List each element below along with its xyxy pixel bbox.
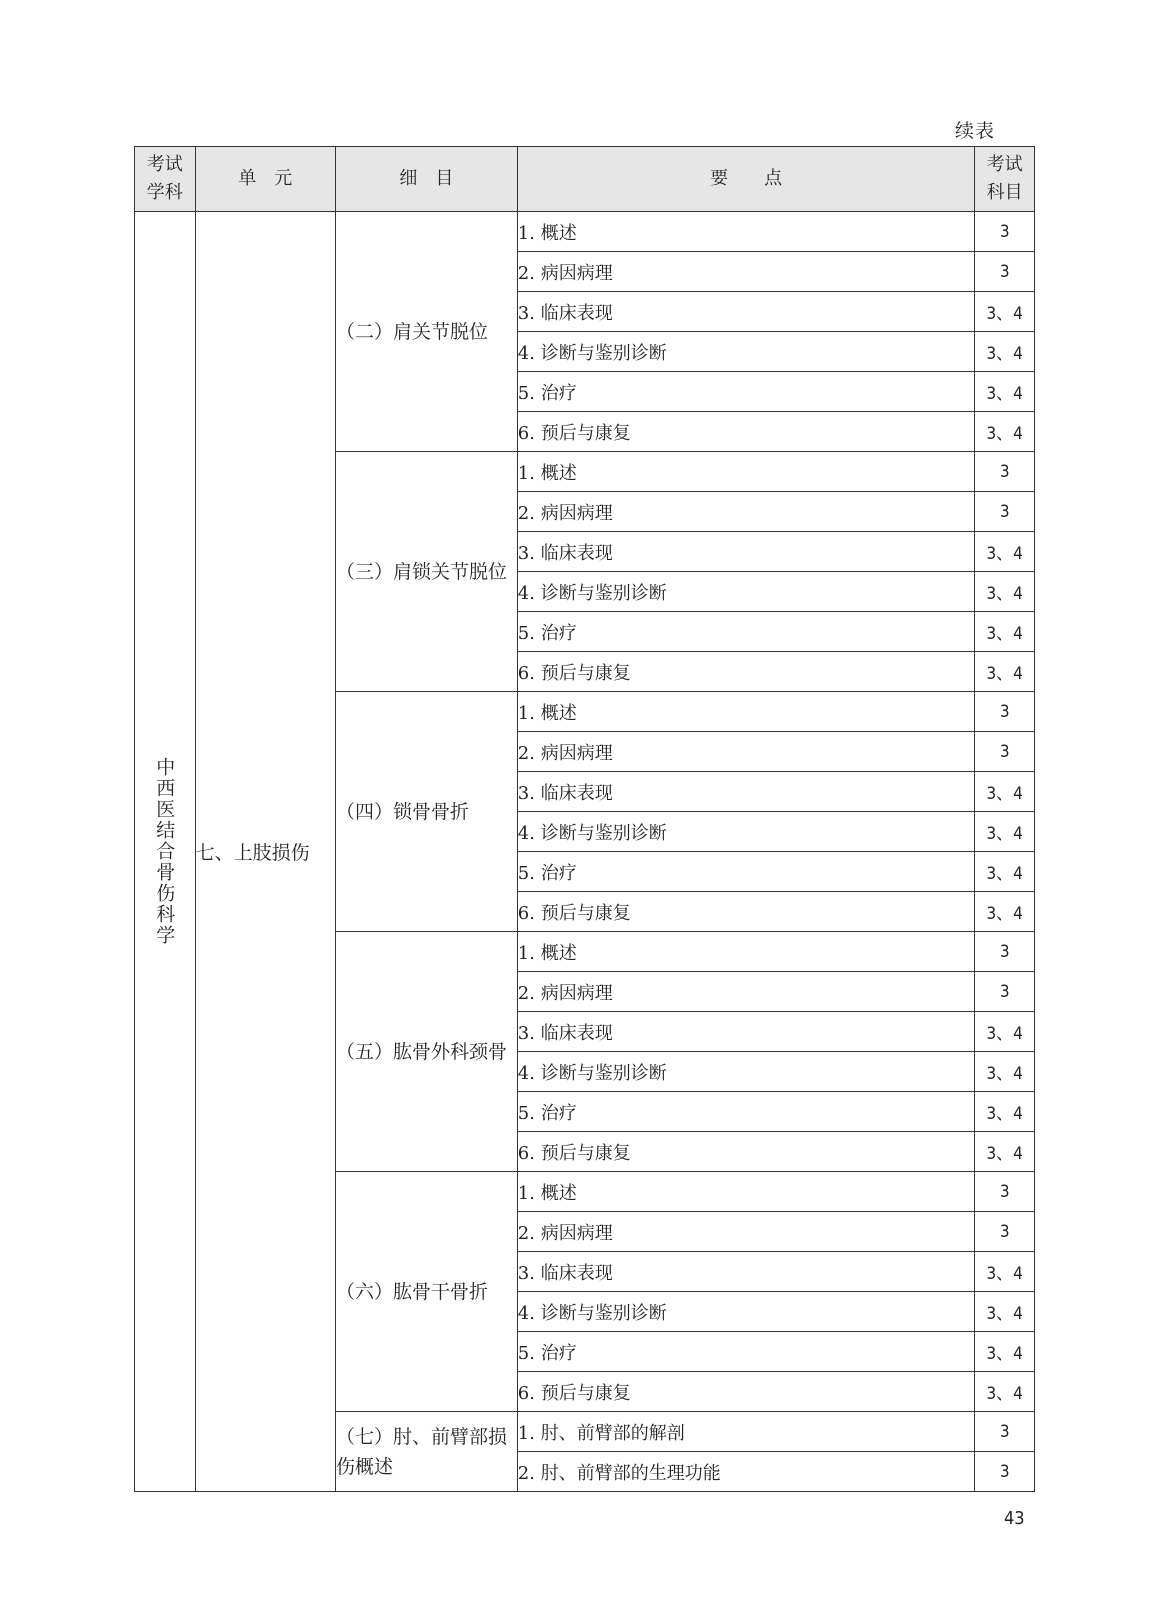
exam-subjects-cell: 3、4: [975, 532, 1035, 572]
exam-subjects-cell: 3、4: [975, 852, 1035, 892]
point-cell: 2. 病因病理: [517, 972, 975, 1012]
exam-subjects-cell: 3: [975, 692, 1035, 732]
point-cell: 6. 预后与康复: [517, 1132, 975, 1172]
exam-subjects-cell: 3: [975, 732, 1035, 772]
header-detail-text: 细 目: [399, 168, 454, 189]
header-subject: [135, 147, 196, 212]
exam-subjects-cell: 3、4: [975, 1052, 1035, 1092]
point-cell: 2. 病因病理: [517, 492, 975, 532]
point-cell: 2. 病因病理: [517, 1212, 975, 1252]
exam-subjects-cell: 3、4: [975, 892, 1035, 932]
detail-cell: （五）肱骨外科颈骨: [335, 932, 517, 1172]
point-cell: 5. 治疗: [517, 612, 975, 652]
continued-label: 续表: [955, 120, 996, 142]
detail-cell: （二）肩关节脱位: [335, 212, 517, 452]
header-points: [517, 147, 975, 212]
point-cell: 4. 诊断与鉴别诊断: [517, 812, 975, 852]
point-cell: 2. 病因病理: [517, 252, 975, 292]
exam-subjects-cell: 3: [975, 212, 1035, 252]
detail-cell: （七）肘、前臂部损伤概述: [335, 1412, 517, 1492]
point-cell: 1. 概述: [517, 212, 975, 252]
header-exam-subjects-text: 考试 科目: [986, 154, 1023, 203]
exam-subjects-cell: 3、4: [975, 1012, 1035, 1052]
detail-cell: （三）肩锁关节脱位: [335, 452, 517, 692]
exam-subjects-cell: 3: [975, 492, 1035, 532]
exam-subjects-cell: 3、4: [975, 1092, 1035, 1132]
exam-subjects-cell: 3、4: [975, 612, 1035, 652]
point-cell: 5. 治疗: [517, 372, 975, 412]
header-points-text: 要 点: [710, 168, 783, 189]
exam-subjects-cell: 3: [975, 1412, 1035, 1452]
point-cell: 1. 概述: [517, 692, 975, 732]
exam-subjects-cell: 3、4: [975, 372, 1035, 412]
exam-subjects-cell: 3、4: [975, 1332, 1035, 1372]
exam-subjects-cell: 3、4: [975, 572, 1035, 612]
detail-cell: （六）肱骨干骨折: [335, 1172, 517, 1412]
point-cell: 3. 临床表现: [517, 292, 975, 332]
table-body: [135, 212, 1035, 1492]
exam-subjects-cell: 3: [975, 252, 1035, 292]
point-cell: 4. 诊断与鉴别诊断: [517, 1052, 975, 1092]
detail-cell: （四）锁骨骨折: [335, 692, 517, 932]
exam-subjects-cell: 3、4: [975, 412, 1035, 452]
point-cell: 6. 预后与康复: [517, 652, 975, 692]
point-cell: 3. 临床表现: [517, 532, 975, 572]
point-cell: 4. 诊断与鉴别诊断: [517, 572, 975, 612]
exam-subjects-cell: 3、4: [975, 332, 1035, 372]
exam-subjects-cell: 3、4: [975, 1372, 1035, 1412]
subject-cell: 中西医结合骨伤科学: [135, 212, 196, 1492]
point-cell: 4. 诊断与鉴别诊断: [517, 1292, 975, 1332]
header-unit-text: 单 元: [238, 168, 293, 189]
point-cell: 5. 治疗: [517, 1332, 975, 1372]
point-cell: 6. 预后与康复: [517, 1372, 975, 1412]
header-detail: [335, 147, 517, 212]
point-cell: 6. 预后与康复: [517, 412, 975, 452]
point-cell: 6. 预后与康复: [517, 892, 975, 932]
table-row: [135, 212, 1035, 252]
exam-subjects-cell: 3: [975, 1212, 1035, 1252]
point-cell: 2. 病因病理: [517, 732, 975, 772]
syllabus-table: [134, 146, 1035, 1492]
exam-subjects-cell: 3、4: [975, 1252, 1035, 1292]
header-subject-text: 考试 学科: [146, 154, 183, 203]
table-header: [135, 147, 1035, 212]
point-cell: 1. 概述: [517, 1172, 975, 1212]
point-cell: 3. 临床表现: [517, 772, 975, 812]
unit-cell: 七、上肢损伤: [195, 212, 335, 1492]
point-cell: 5. 治疗: [517, 852, 975, 892]
point-cell: 3. 临床表现: [517, 1012, 975, 1052]
exam-subjects-cell: 3、4: [975, 652, 1035, 692]
exam-subjects-cell: 3、4: [975, 1132, 1035, 1172]
page-number: 43: [1004, 1508, 1025, 1529]
point-cell: 4. 诊断与鉴别诊断: [517, 332, 975, 372]
exam-subjects-cell: 3、4: [975, 292, 1035, 332]
exam-subjects-cell: 3: [975, 1172, 1035, 1212]
exam-subjects-cell: 3: [975, 1452, 1035, 1492]
exam-subjects-cell: 3: [975, 932, 1035, 972]
exam-subjects-cell: 3: [975, 972, 1035, 1012]
point-cell: 1. 概述: [517, 452, 975, 492]
exam-subjects-cell: 3、4: [975, 1292, 1035, 1332]
header-exam-subjects: [975, 147, 1035, 212]
point-cell: 1. 肘、前臂部的解剖: [517, 1412, 975, 1452]
exam-subjects-cell: 3: [975, 452, 1035, 492]
point-cell: 2. 肘、前臂部的生理功能: [517, 1452, 975, 1492]
exam-subjects-cell: 3、4: [975, 772, 1035, 812]
header-unit: [195, 147, 335, 212]
point-cell: 3. 临床表现: [517, 1252, 975, 1292]
exam-subjects-cell: 3、4: [975, 812, 1035, 852]
point-cell: 5. 治疗: [517, 1092, 975, 1132]
point-cell: 1. 概述: [517, 932, 975, 972]
